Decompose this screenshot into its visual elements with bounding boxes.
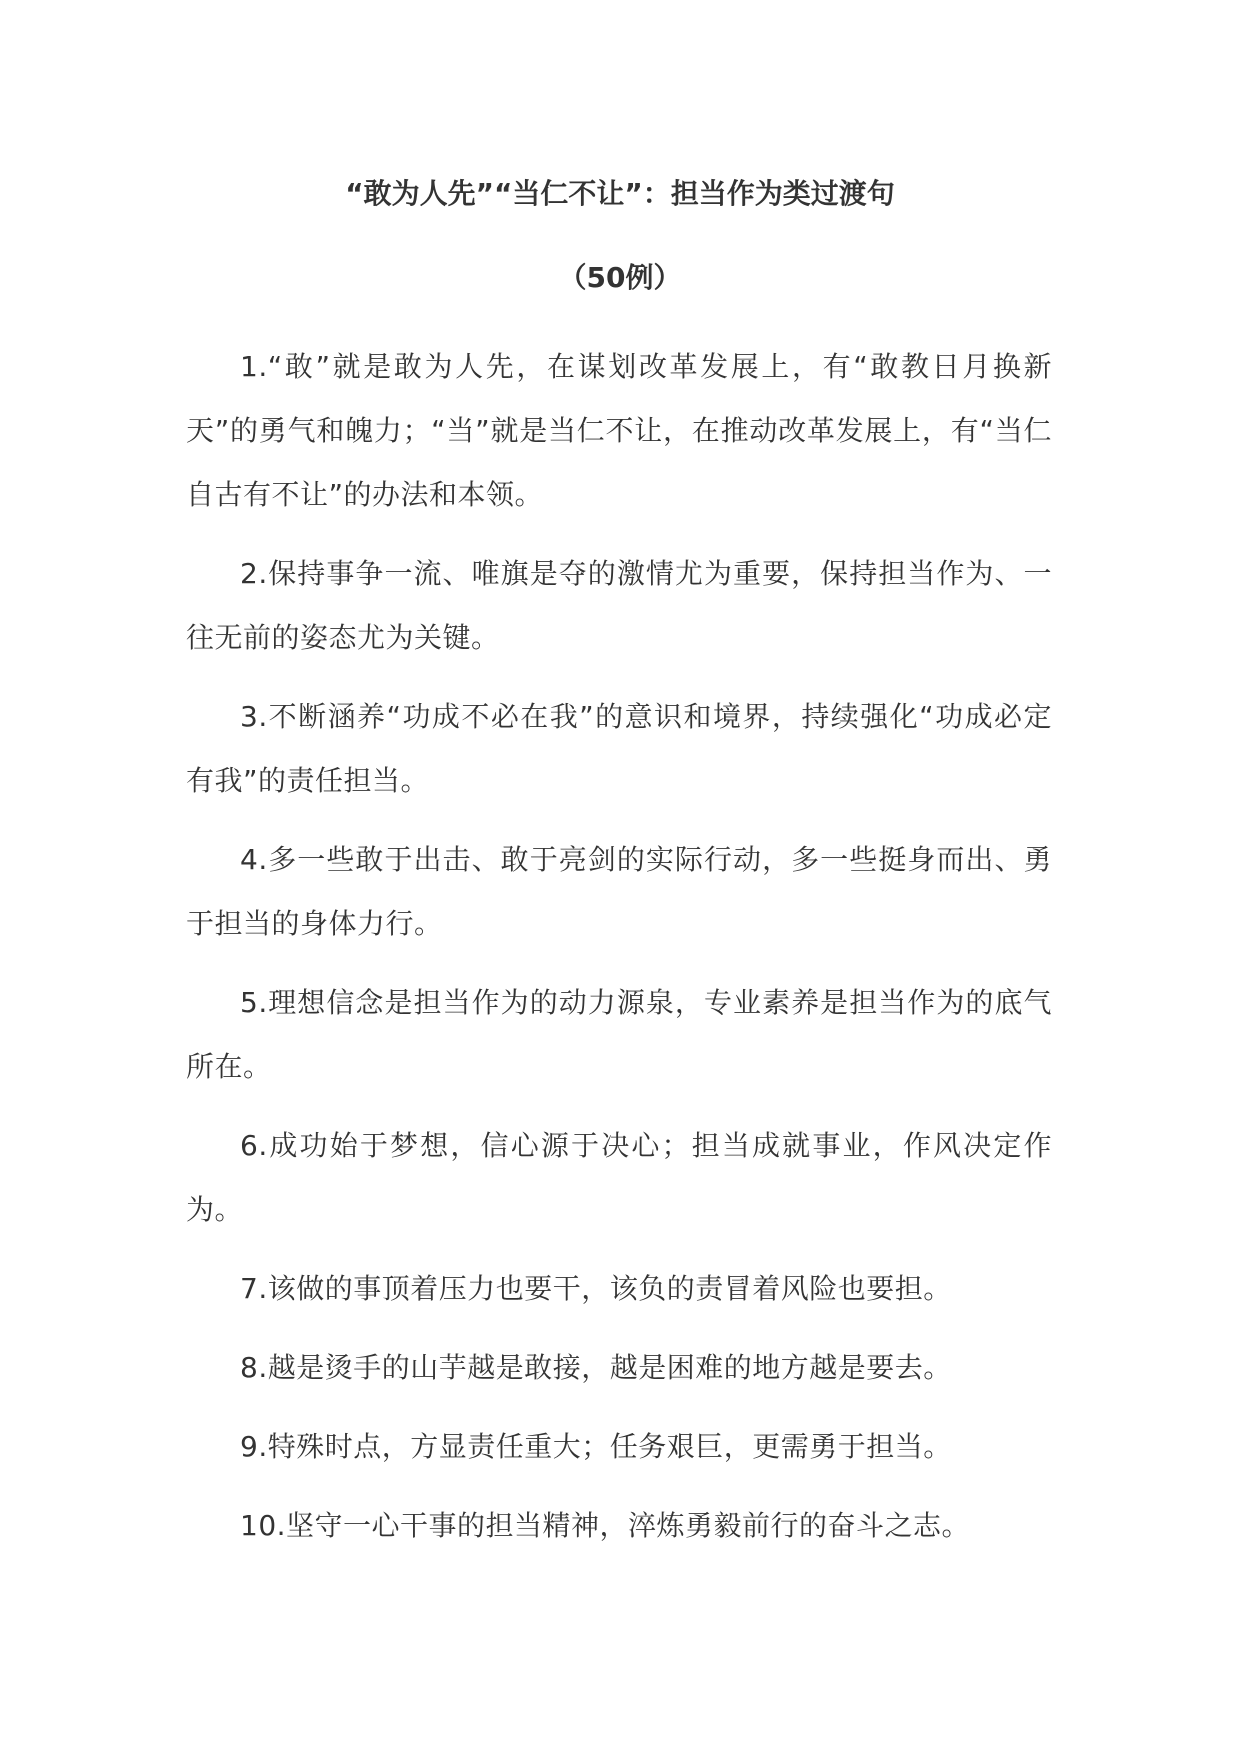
paragraph-6: 6.成功始于梦想，信心源于决心；担当成就事业，作风决定作为。	[186, 1129, 1052, 1226]
document-title: “敢为人先”“当仁不让”：担当作为类过渡句	[345, 177, 895, 210]
paragraph-3: 3.不断涵养“功成不必在我”的意识和境界，持续强化“功成必定有我”的责任担当。	[186, 700, 1052, 797]
paragraph-4: 4.多一些敢于出击、敢于亮剑的实际行动，多一些挺身而出、勇于担当的身体力行。	[186, 843, 1052, 940]
document-body	[186, 335, 1052, 1573]
paragraph-8: 8.越是烫手的山芋越是敢接，越是困难的地方越是要去。	[240, 1351, 952, 1384]
paragraph-2: 2.保持事争一流、唯旗是夺的激情尤为重要，保持担当作为、一往无前的姿态尤为关键。	[186, 557, 1052, 654]
paragraph-9: 9.特殊时点，方显责任重大；任务艰巨，更需勇于担当。	[240, 1430, 952, 1463]
paragraph-5: 5.理想信念是担当作为的动力源泉，专业素养是担当作为的底气所在。	[186, 986, 1052, 1083]
paragraph-1: 1.“敢”就是敢为人先，在谋划改革发展上，有“敢教日月换新天”的勇气和魄力；“当”就是当仁不让，在推动改革发展上，有“当仁自古有不让”的办法和本领。	[186, 350, 1052, 511]
paragraph-7: 7.该做的事顶着压力也要干，该负的责冒着风险也要担。	[240, 1272, 952, 1305]
paragraph-10: 10.坚守一心干事的担当精神，淬炼勇毅前行的奋斗之志。	[240, 1509, 971, 1542]
document-subtitle: （50例）	[558, 261, 682, 294]
